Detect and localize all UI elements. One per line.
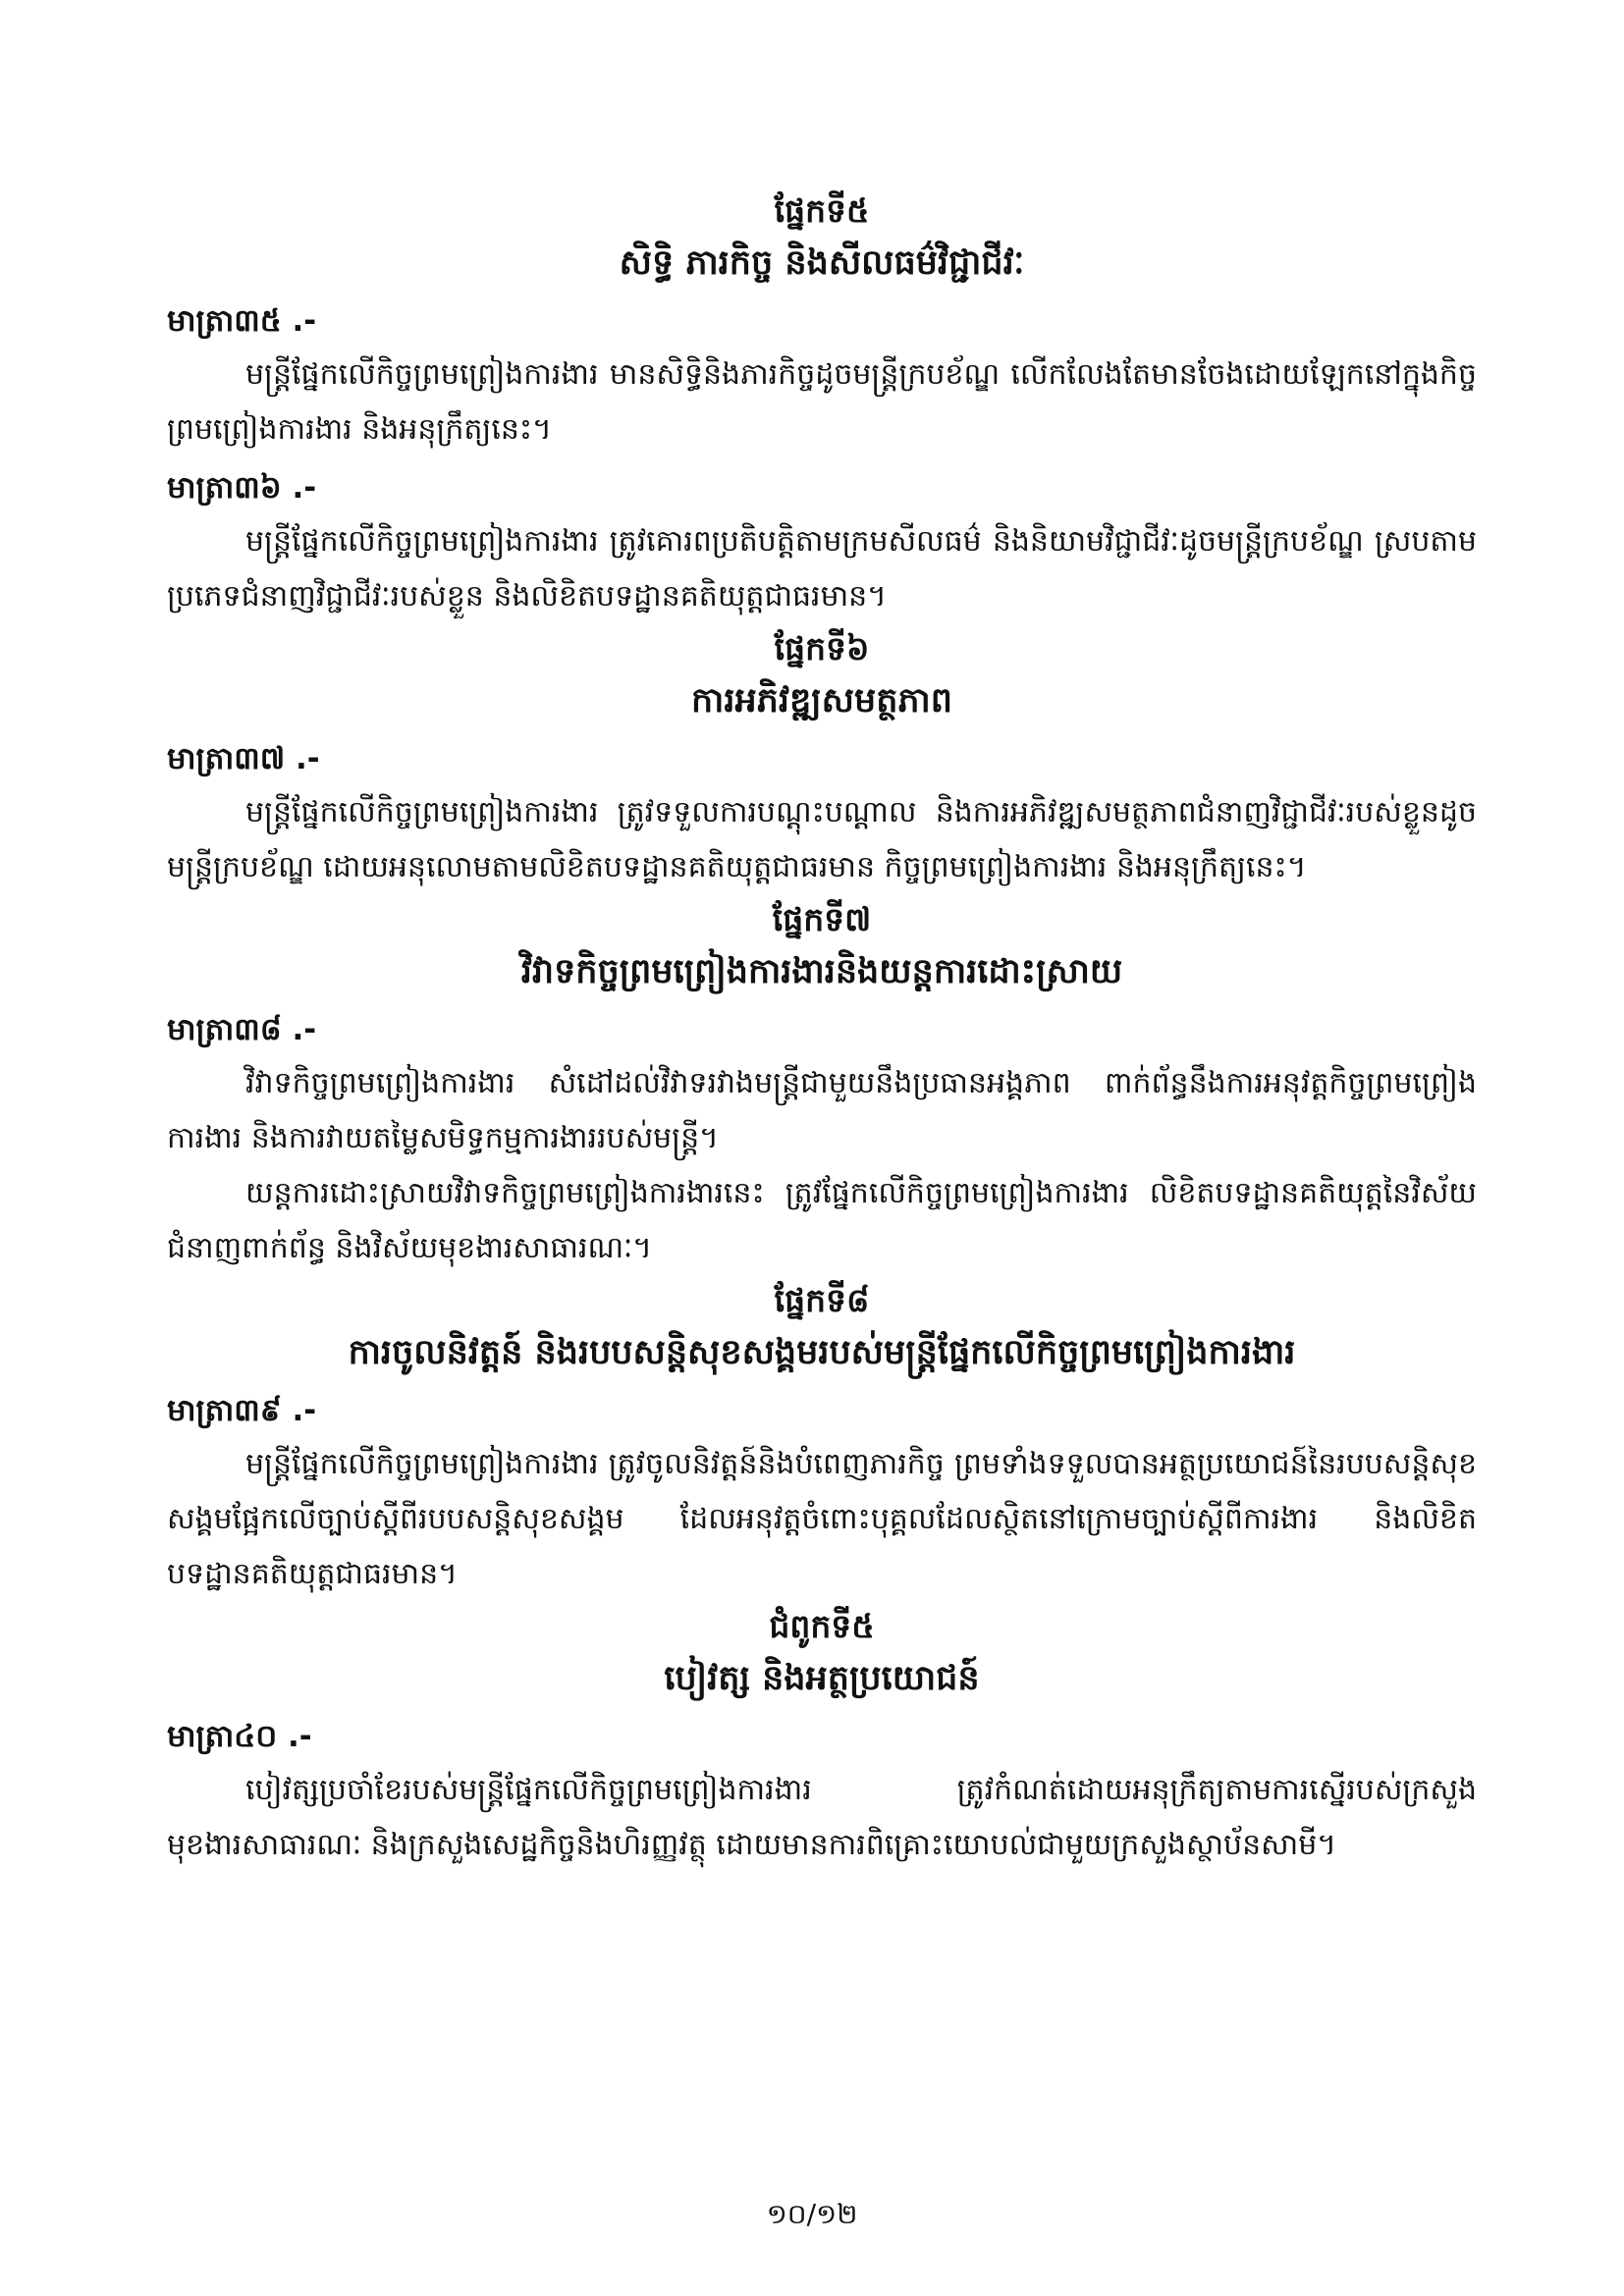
article-38-heading: មាត្រា៣៨ .- [167, 1012, 317, 1047]
part-8-title: ការចូលនិវត្តន៍ និងរបបសន្តិសុខសង្គមរបស់មន្ត្រីផ្នែកលើកិច្ចព្រមព្រៀងការងារ [348, 1333, 1296, 1372]
chapter-5-title: បៀវត្ស និងអត្ថប្រយោជន៍ [664, 1659, 980, 1698]
part-8-label: ផ្នែកទី៨ [774, 1281, 870, 1319]
part-6-label: ផ្នែកទី៦ [774, 629, 870, 667]
article-40-paragraph: បៀវត្សប្រចាំខែរបស់មន្ត្រីផ្នែកលើកិច្ចព្រមព្រៀងការងារ ត្រូវកំណត់ដោយអនុក្រឹត្យតាមការស្នើរបស់ក្រសួងមុខងារសាធារណៈ និងក្រសួងសេដ្ឋកិច្ចនិងហិរញ្ញវត្ថុ ដោយមានការពិគ្រោះយោបល់ជាមួយក្រសួងស្ថាប័នសាមី។ [167, 1773, 1477, 1862]
article-39-paragraph: មន្ត្រីផ្នែកលើកិច្ចព្រមព្រៀងការងារ ត្រូវចូលនិវត្តន៍និងបំពេញភារកិច្ច ព្រមទាំងទទួលបានអត្ថប្រយោជន៍នៃរបបសន្តិសុខសង្គមផ្អែកលើច្បាប់ស្តីពីរបបសន្តិសុខសង្គម ដែលអនុវត្តចំពោះបុគ្គលដែលស្ថិតនៅក្រោមច្បាប់ស្តីពីការងារ និងលិខិតបទដ្ឋានគតិយុត្តជាធរមាន។ [167, 1447, 1477, 1591]
part-7-label: ផ្នែកទី៧ [772, 900, 872, 938]
article-38-paragraph-2: យន្តការដោះស្រាយវិវាទកិច្ចព្រមព្រៀងការងារនេះ ត្រូវផ្នែកលើកិច្ចព្រមព្រៀងការងារ លិខិតបទដ្ឋានគតិយុត្តនៃវិស័យជំនាញពាក់ព័ន្ធ និងវិស័យមុខងារសាធារណៈ។ [167, 1176, 1477, 1265]
article-35-heading: មាត្រា៣៥ .- [167, 303, 317, 339]
article-36-paragraph: មន្ត្រីផ្នែកលើកិច្ចព្រមព្រៀងការងារ ត្រូវគោរពប្រតិបត្តិតាមក្រមសីលធម៌ និងនិយាមវិជ្ជាជីវៈដូចមន្ត្រីក្របខ័ណ្ឌ ស្របតាមប្រភេទជំនាញវិជ្ជាជីវៈរបស់ខ្លួន និងលិខិតបទដ្ឋានគតិយុត្តជាធរមាន។ [167, 524, 1477, 614]
part-7-title: វិវាទកិច្ចព្រមព្រៀងការងារនិងយន្តការដោះស្រាយ [520, 952, 1123, 991]
page-number: ១០/១២ [766, 2198, 858, 2230]
article-36-heading: មាត្រា៣៦ .- [167, 470, 317, 506]
article-39-heading: មាត្រា៣៩ .- [167, 1393, 317, 1428]
article-40-heading: មាត្រា៤០ .- [167, 1719, 312, 1754]
article-37-heading: មាត្រា៣៧ .- [167, 741, 320, 776]
part-5-title: សិទ្ធិ ភារកិច្ច និងសីលធម៌វិជ្ជាជីវៈ [619, 243, 1025, 283]
chapter-5-label: ជំពូកទី៥ [769, 1607, 875, 1645]
article-35-paragraph: មន្ត្រីផ្នែកលើកិច្ចព្រមព្រៀងការងារ មានសិទ្ធិនិងភារកិច្ចដូចមន្ត្រីក្របខ័ណ្ឌ លើកលែងតែមានចែងដោយឡែកនៅក្នុងកិច្ចព្រមព្រៀងការងារ និងអនុក្រឹត្យនេះ។ [167, 357, 1477, 447]
article-38-paragraph-1: វិវាទកិច្ចព្រមព្រៀងការងារ សំដៅដល់វិវាទរវាងមន្ត្រីជាមួយនឹងប្រធានអង្គភាព ពាក់ព័ន្ធនឹងការអនុវត្តកិច្ចព្រមព្រៀងការងារ និងការវាយតម្លៃសមិទ្ធកម្មការងាររបស់មន្ត្រី។ [167, 1066, 1477, 1155]
part-6-title: ការអភិវឌ្ឍសមត្ថភាព [691, 681, 952, 721]
document-body [167, 187, 1477, 1873]
article-37-paragraph: មន្ត្រីផ្នែកលើកិច្ចព្រមព្រៀងការងារ ត្រូវទទួលការបណ្តុះបណ្តាល និងការអភិវឌ្ឍសមត្ថភាពជំនាញវិជ្ជាជីវៈរបស់ខ្លួនដូចមន្ត្រីក្របខ័ណ្ឌ ដោយអនុលោមតាមលិខិតបទដ្ឋានគតិយុត្តជាធរមាន កិច្ចព្រមព្រៀងការងារ និងអនុក្រឹត្យនេះ។ [167, 795, 1477, 884]
part-5-label: ផ្នែកទី៥ [774, 191, 870, 230]
